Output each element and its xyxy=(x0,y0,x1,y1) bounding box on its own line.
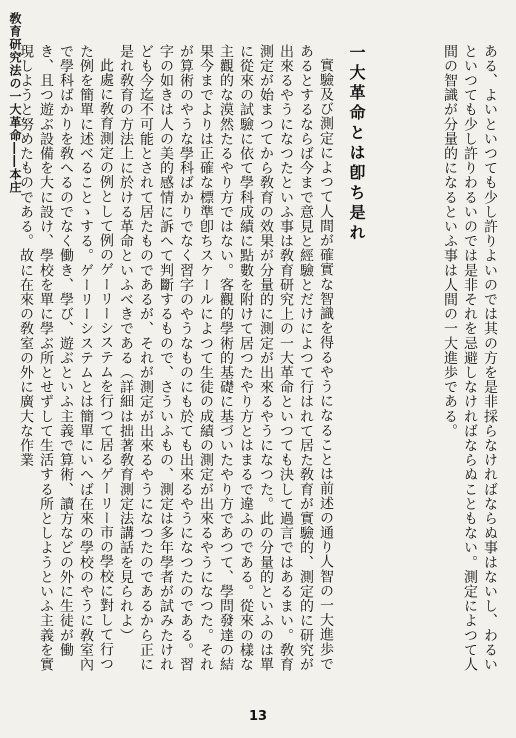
page-number: 13 xyxy=(248,709,268,724)
paragraph-revolution: 實驗及び測定によつて人間が確實な智識を得るやうになることは前述の通り人智の一大進歩であるとするならば今まで意見と經驗とだけによつて行はれて居た敎育が實驗的、測定的に研究が出來るやうになつたといふ事は敎育研究上の一大革命といつても決して過言ではあるまい。敎育測定が始まつてから敎育の效果が分量的に測定が出來るやうになつた。此の分量的といふのは單に從來の試驗に依て學科成績に點數を附けて居つたやり方とはまるで違ふのである。從來の樣な主觀的な漠然たるやり方ではない。客觀的學術的基礎に基づいたやり方であつて、學問發達の結果今までよりは正確な標準卽ちスケールによつて生徒の成績の測定が出來るやうになつた。それが算術のやうな學科ばかりでなく習字のやうなものにも於ても出來るやうになつたのである。習字の如きは人の美的感情に訴へて判斷するもので、さういふもの、測定は多年學者が試みたけれども今迄不可能とされて居たものであるが、それが測定が出來るやうになつたのであるから正に是れ敎育の方法上に於ける革命といふべきである（詳細は拙著敎育測定法講話を見られよ） xyxy=(118,44,334,672)
running-header: 敎育研究法の一大革命――本庄 xyxy=(8,12,22,194)
section-heading: 一大革命とは卽ち是れ xyxy=(347,44,366,244)
paragraph-gary-system: 此處に敎育測定の例として例のゲーリーシステムを行つて居るゲーリー市の學校に對して行つた例を簡單に述べることゝする。ゲーリーシステムとは簡單にいへば在來の學校のやうに敎室內で學科ばかりを敎へるのでなく働き、學び、遊ぶといふ主義で算術、讀方などの外に生徒が働き、且つ遊ぶ設備を大に設け、學校を單に學ぶ所とせずして生活する所としようといふ主義を實現しようと努めたものである。故に在來の敎室の外に廣大な作業 xyxy=(18,44,114,672)
paragraph-intro: ある、よいといつても少し許りよいのでは其の方を是非採らなければならぬ事はないし、わるいといつても少し許りわるいのでは是非それを忌避しなければならぬこともない。測定によつて人間の智識が分量的になるといふ事は人間の一大進歩である。 xyxy=(442,44,498,672)
body-text xyxy=(18,44,500,684)
